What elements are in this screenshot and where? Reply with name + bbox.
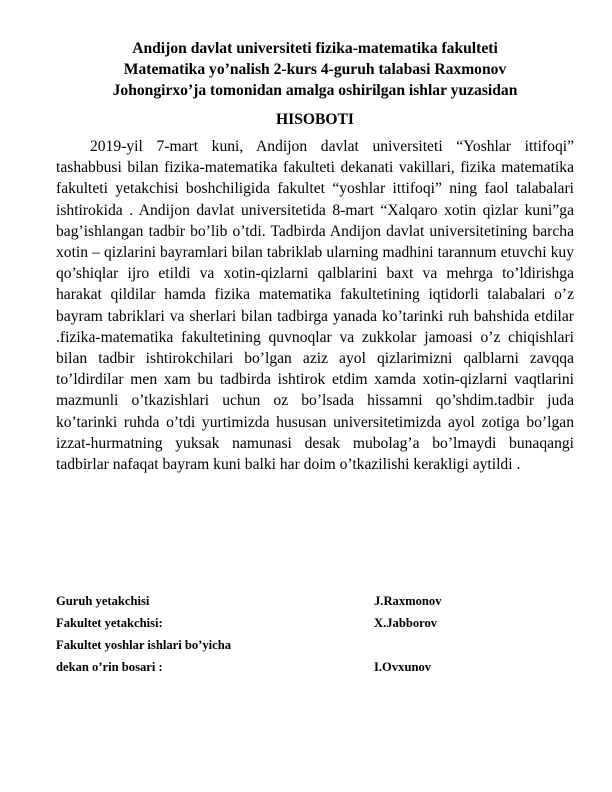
title-line-3: Johongirxo’ja tomonidan amalga oshirilgan ishlar yuzasidan: [112, 82, 518, 99]
signature-name: J.Raxmonov: [374, 594, 442, 608]
document-page: [56, 38, 574, 491]
signature-role: dekan o’rin bosari :: [56, 660, 163, 674]
document-title: [56, 38, 574, 101]
signature-name: X.Jabborov: [374, 616, 438, 630]
report-heading: HISOBOTI: [276, 111, 354, 128]
signature-row: [56, 634, 476, 656]
title-line-1: Andijon davlat universiteti fizika-matematika fakulteti: [132, 40, 498, 57]
signature-row: [56, 656, 476, 678]
signature-block: [56, 590, 476, 678]
signature-role: Fakultet yoshlar ishlari bo’yicha: [56, 638, 232, 652]
report-body-paragraph: 2019-yil 7-mart kuni, Andijon davlat universiteti “Yoshlar ittifoqi” tashabbusi bilan fizika-matematika fakulteti dekanati vakillari, fizika matematika fakulteti yetakchisi boshchiligida fakultet “yoshlar ittifoqi” ning faol talabalari ishtirokida . Andijon davlat universitetida 8-mart “Xalqaro xotin qizlar kuni”ga bag’ishlangan tadbir bo’lib o’tdi. Tadbirda Andijon davlat universitetining barcha xotin – qizlarini bayramlari bilan tabriklab ularning madhini tarannum etuvchi kuy qo’shiqlar ijro etildi va xotin-qizlarni qalblarini baxt va mehrga to’ldirishga harakat qildilar hamda fizika matematika fakultetining iqtidorli talabalari o’z bayram tabriklari va sherlari bilan tadbirga yanada ko’tarinki ruh bahshida etdilar .fizika-matematika fakultetining quvnoqlar va zukkolar jamoasi o’z chiqishlari bilan tadbir ishtirokchilari bo’lgan aziz ayol qizlarimizni qalblarni zavqqa to’ldirdilar men xam bu tadbirda ishtirok etdim xamda xotin-qizlarni vaqtlarini mazmunli o’tkazishlari uchun oz bo’lsada hissamni qo’shdim.tadbir juda ko’tarinki ruhda o’tdi yurtimizda hususan universitetimizda ayol zotiga bo’lgan izzat-hurmatning yuksak namunasi desak mubolag’a bo’lmaydi bunaqangi tadbirlar nafaqat bayram kuni balki har doim o’tkazilishi kerakligi aytildi .: [56, 138, 574, 474]
signature-row: [56, 590, 476, 612]
title-line-2: Matematika yo’nalish 2-kurs 4-guruh talabasi Raxmonov: [123, 61, 507, 78]
signature-row: [56, 612, 476, 634]
signature-role: Guruh yetakchisi: [56, 594, 150, 608]
signature-role: Fakultet yetakchisi:: [56, 616, 163, 630]
signature-name: I.Ovxunov: [374, 660, 432, 674]
